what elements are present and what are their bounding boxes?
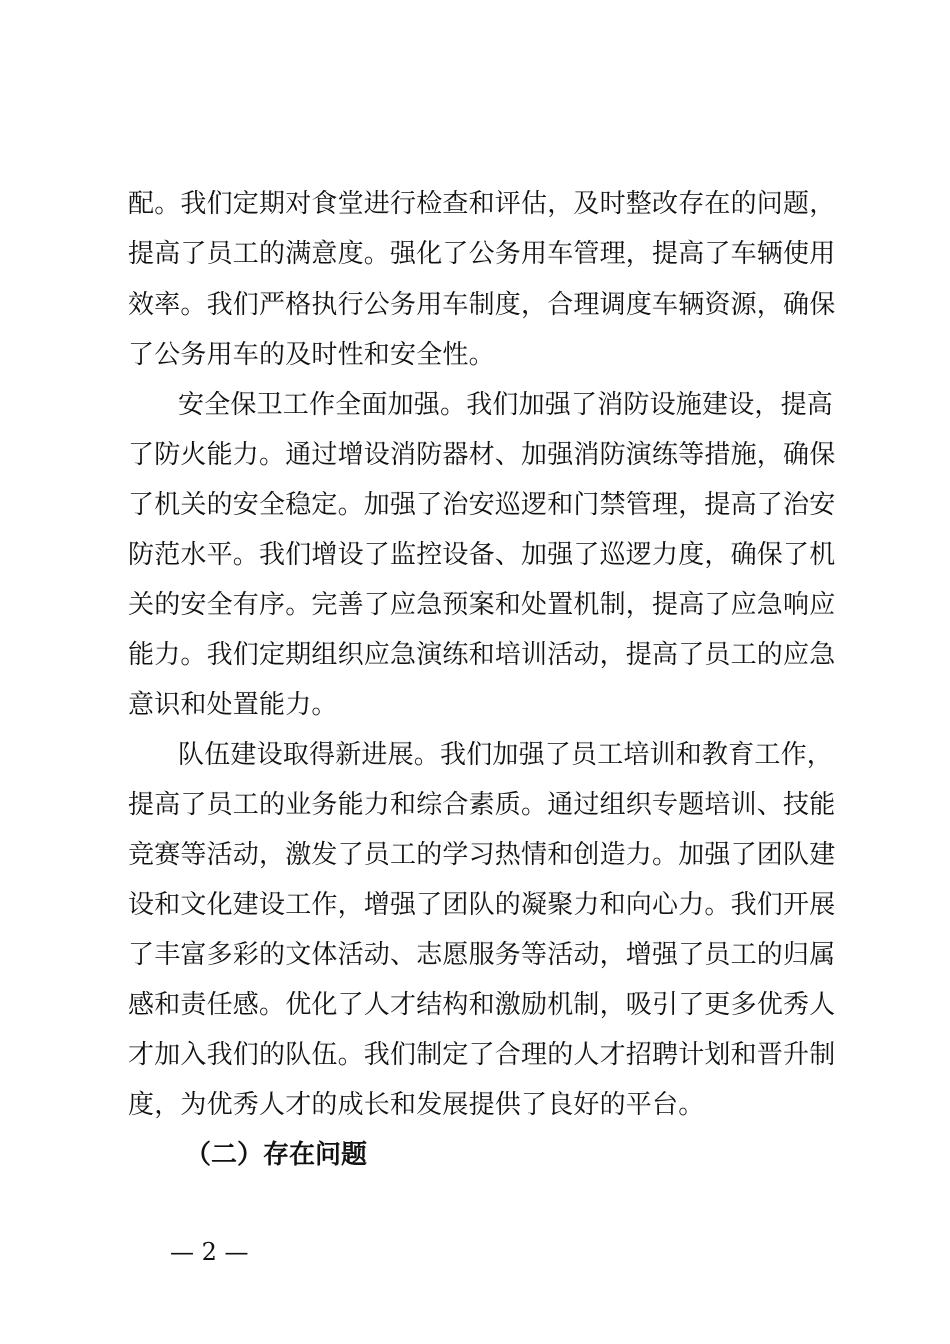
section-heading: （二）存在问题 <box>185 1140 368 1170</box>
text-line: 才加入我们的队伍。我们制定了合理的人才招聘计划和晋升制 <box>128 1040 836 1070</box>
text-line: 了丰富多彩的文体活动、志愿服务等活动，增强了员工的归属 <box>128 940 836 970</box>
text-line: 意识和处置能力。 <box>128 690 338 720</box>
text-line: 了机关的安全稳定。加强了治安巡逻和门禁管理，提高了治安 <box>128 490 836 520</box>
text-line: 关的安全有序。完善了应急预案和处置机制，提高了应急响应 <box>128 590 836 620</box>
text-line: 了公务用车的及时性和安全性。 <box>128 340 495 370</box>
text-line: 提高了员工的满意度。强化了公务用车管理，提高了车辆使用 <box>128 239 836 269</box>
text-line: 防范水平。我们增设了监控设备、加强了巡逻力度，确保了机 <box>128 540 836 570</box>
page-number: — 2 — <box>170 1238 249 1266</box>
text-line: 效率。我们严格执行公务用车制度，合理调度车辆资源，确保 <box>128 290 836 320</box>
paragraph-start-line: 安全保卫工作全面加强。我们加强了消防设施建设，提高 <box>178 390 834 420</box>
text-line: 提高了员工的业务能力和综合素质。通过组织专题培训、技能 <box>128 790 836 820</box>
paragraph-start-line: 队伍建设取得新进展。我们加强了员工培训和教育工作， <box>178 740 834 770</box>
text-line: 设和文化建设工作，增强了团队的凝聚力和向心力。我们开展 <box>128 890 836 920</box>
text-line: 配。我们定期对食堂进行检查和评估，及时整改存在的问题， <box>128 189 836 219</box>
text-line: 感和责任感。优化了人才结构和激励机制，吸引了更多优秀人 <box>128 990 836 1020</box>
text-line: 了防火能力。通过增设消防器材、加强消防演练等措施，确保 <box>128 440 836 470</box>
text-line: 竞赛等活动，激发了员工的学习热情和创造力。加强了团队建 <box>128 840 836 870</box>
text-line: 度，为优秀人才的成长和发展提供了良好的平台。 <box>128 1090 705 1120</box>
text-line: 能力。我们定期组织应急演练和培训活动，提高了员工的应急 <box>128 640 836 670</box>
